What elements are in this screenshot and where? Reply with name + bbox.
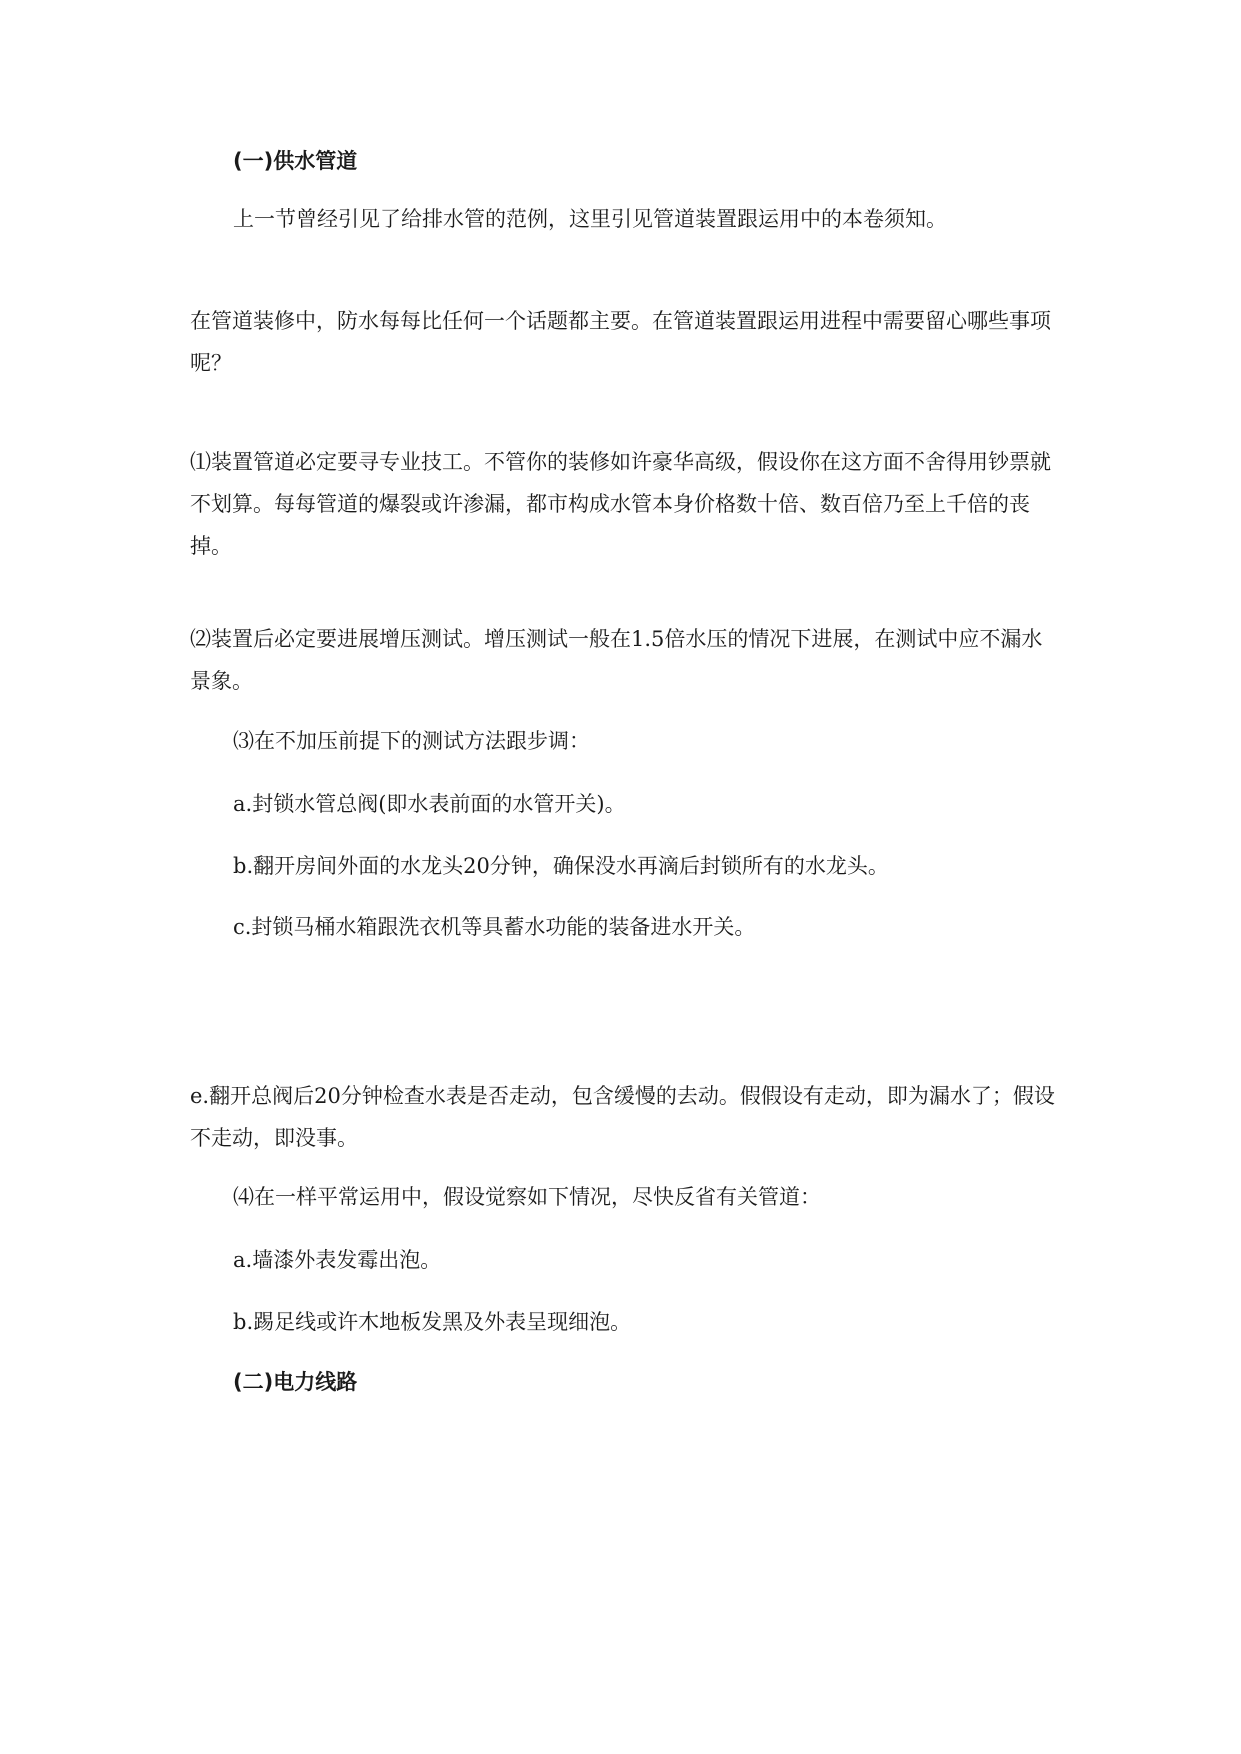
step-e: e.翻开总阀后20分钟检查水表是否走动，包含缓慢的去动。假假设有走动，即为漏水了；假设不走动，即没事。 [190,1084,1055,1150]
list-item-2: ⑵装置后必定要进展增压测试。增压测试一般在1.5倍水压的情况下进展，在测试中应不漏水景象。 [190,627,1043,693]
list-item-3: ⑶在不加压前提下的测试方法跟步调： [233,729,590,753]
step-b: b.翻开房间外面的水龙头20分钟，确保没水再滴后封锁所有的水龙头。 [233,854,889,878]
list-item-4: ⑷在一样平常运用中，假设觉察如下情况，尽快反省有关管道： [233,1185,821,1209]
step-c: c.封锁马桶水箱跟洗衣机等具蓄水功能的装备进水开关。 [233,915,756,939]
check-b: b.踢足线或许木地板发黑及外表呈现细泡。 [233,1310,632,1334]
list-item-1: ⑴装置管道必定要寻专业技工。不管你的装修如许豪华高级，假设你在这方面不舍得用钞票就不划算。每每管道的爆裂或许渗漏，都市构成水管本身价格数十倍、数百倍乃至上千倍的丧掉。 [190,450,1051,558]
section-heading-power-lines: (二)电力线路 [233,1370,358,1394]
check-a: a.墙漆外表发霉出泡。 [233,1248,442,1272]
waterproof-paragraph: 在管道装修中，防水每每比任何一个话题都主要。在管道装置跟运用进程中需要留心哪些事项呢？ [190,309,1051,375]
section-heading-water-supply: (一)供水管道 [233,149,358,173]
step-a: a.封锁水管总阀(即水表前面的水管开关)。 [233,792,626,816]
intro-paragraph: 上一节曾经引见了给排水管的范例，这里引见管道装置跟运用中的本卷须知。 [233,207,947,231]
